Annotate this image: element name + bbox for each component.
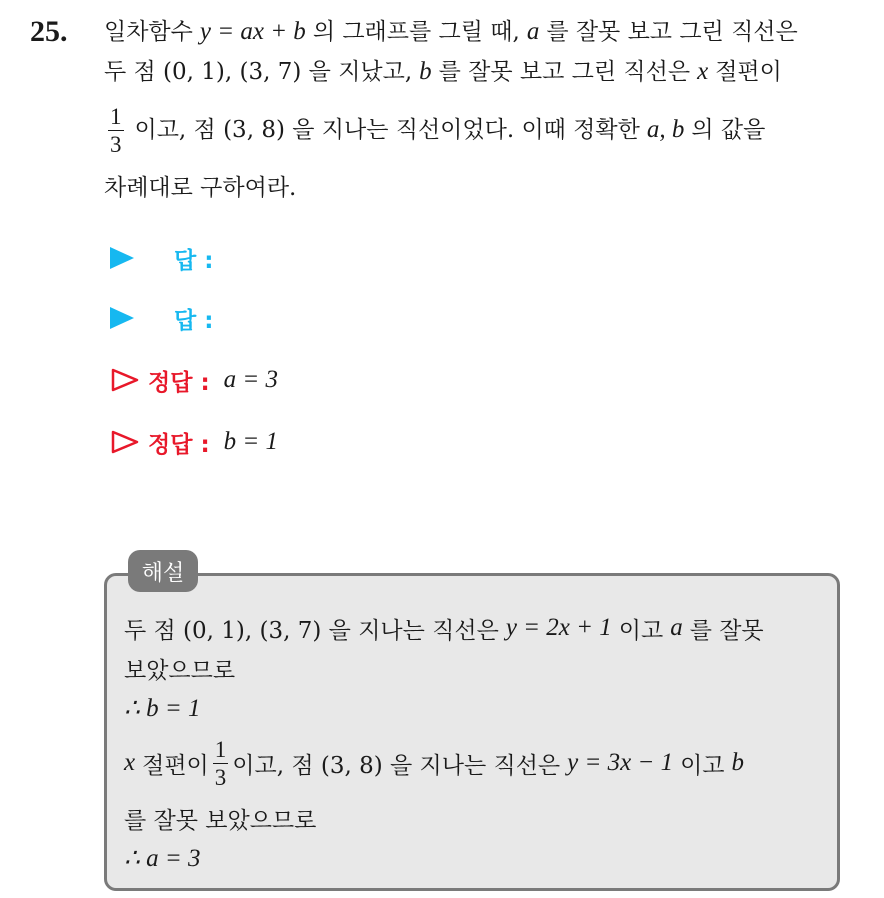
- s-text: 두 점 (0, 1), (3, 7) 을 지나는 직선은: [124, 617, 499, 644]
- q-text: 절편이: [715, 59, 782, 85]
- answer-blank-1[interactable]: [110, 240, 213, 276]
- s-fraction: [213, 736, 229, 791]
- solution-line-2: [124, 648, 834, 688]
- s-result-a: ∴ a = 3: [124, 845, 201, 872]
- answer-label: 답 :: [174, 247, 214, 274]
- correct-answer-1: [110, 362, 278, 398]
- s-text: 절편이: [142, 752, 209, 779]
- question-text: [104, 12, 864, 208]
- solution-line-5: [124, 798, 834, 838]
- s-var-a: a: [670, 614, 683, 641]
- q-vars-ab: a, b: [646, 116, 685, 143]
- solution-line-3: [124, 688, 834, 728]
- question-line-1: [104, 12, 864, 52]
- s-text: 이고: [680, 752, 725, 779]
- correct-answer-2: [110, 424, 278, 460]
- solution-text: [124, 608, 834, 878]
- s-equation: y = 3x − 1: [567, 749, 674, 776]
- solution-line-1: [124, 608, 834, 648]
- fraction-numerator: 1: [214, 736, 227, 762]
- s-var-x: x: [124, 749, 136, 776]
- answer-blank-2[interactable]: [110, 300, 213, 336]
- answer-label: 답 :: [174, 307, 214, 334]
- s-result-b: ∴ b = 1: [124, 695, 201, 722]
- solution-line-6: [124, 838, 834, 878]
- s-text: 이고, 점 (3, 8) 을 지나는 직선은: [232, 752, 561, 779]
- q-text: 의 그래프를 그릴 때,: [312, 19, 520, 45]
- correct-answer-label: 정답 :: [148, 369, 210, 396]
- play-triangle-icon: [110, 247, 134, 269]
- correct-answer-value: a = 3: [223, 366, 279, 393]
- q-text: 의 값을: [691, 117, 766, 143]
- fraction-numerator: 1: [110, 103, 122, 129]
- s-text: 를 잘못 보았으므로: [124, 807, 317, 834]
- q-fraction: [108, 103, 124, 158]
- s-text: 이고: [618, 617, 664, 644]
- question-line-4: [104, 168, 864, 208]
- play-triangle-icon: [110, 307, 134, 329]
- correct-answer-label: 정답 :: [148, 431, 210, 458]
- s-equation: y = 2x + 1: [505, 614, 612, 641]
- fraction-denominator: 3: [214, 764, 227, 790]
- outline-triangle-icon: [110, 367, 140, 393]
- solution-line-4: [124, 728, 834, 798]
- question-line-3: [104, 92, 864, 168]
- q-text: 일차함수: [104, 19, 193, 45]
- q-text: 이고, 점 (3, 8) 을 지나는 직선이었다. 이때 정확한: [134, 117, 640, 143]
- s-text: 를 잘못: [689, 617, 764, 644]
- fraction-denominator: 3: [110, 131, 122, 157]
- s-var-b: b: [731, 749, 745, 776]
- q-equation: y = ax + b: [199, 18, 306, 45]
- question-line-2: [104, 52, 864, 92]
- correct-answer-value: b = 1: [223, 428, 279, 455]
- q-text: 를 잘못 보고 그린 직선은: [546, 19, 798, 45]
- solution-tab: 해설: [128, 550, 198, 592]
- q-var-a: a: [526, 18, 540, 45]
- q-text: 차례대로 구하여라.: [104, 175, 297, 201]
- q-var-x: x: [697, 58, 709, 85]
- q-text: 두 점 (0, 1), (3, 7) 을 지났고,: [104, 59, 413, 85]
- q-text: 를 잘못 보고 그린 직선은: [438, 59, 691, 85]
- s-text: 보았으므로: [124, 657, 236, 684]
- q-var-b: b: [419, 58, 432, 85]
- outline-triangle-icon: [110, 429, 140, 455]
- question-number: 25.: [30, 15, 68, 48]
